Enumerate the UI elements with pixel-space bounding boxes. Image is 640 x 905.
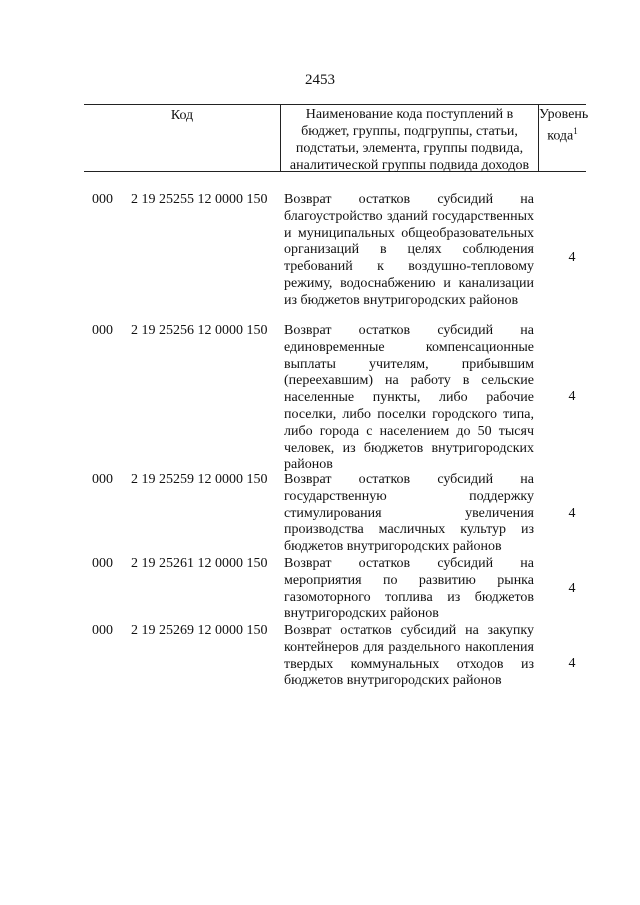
income-name: Возврат остатков субсидий на мероприятия по развитию рынка газомоторного топлива из бюджетов внутригородских районов xyxy=(284,556,534,622)
admin-code: 000 xyxy=(92,623,113,638)
page-number: 2453 xyxy=(305,72,335,88)
code-level: 4 xyxy=(568,389,576,404)
income-name: Возврат остатков субсидий на государственную поддержку стимулирования увеличения производства масличных культур из бюджетов внутригородских районов xyxy=(284,472,534,555)
income-name: Возврат остатков субсидий на единовременные компенсационные выплаты учителям, прибывшим (переехавшим) на работу в сельские населенные пункты, либо рабочие поселки, либо поселки городского типа, либо города с населением до 50 тысяч человек, из бюджетов внутригородских районов xyxy=(284,323,534,473)
admin-code: 000 xyxy=(92,472,113,487)
header-level xyxy=(539,106,589,145)
income-name: Возврат остатков субсидий на благоустройство зданий государственных и муниципальных общеобразовательных организаций в целях соблюдения требований к воздушно-тепловому режиму, водоснабжению и канализации из бюджетов внутригородских районов xyxy=(284,192,534,308)
income-name: Возврат остатков субсидий на закупку контейнеров для раздельного накопления твердых коммунальных отходов из бюджетов внутригородских районов xyxy=(284,623,534,689)
header-code: Код xyxy=(170,108,194,123)
header-level-footnote: 1 xyxy=(573,126,578,136)
income-code: 2 19 25259 12 0000 150 xyxy=(131,472,268,487)
code-level: 4 xyxy=(568,656,576,671)
admin-code: 000 xyxy=(92,556,113,571)
header-level-label: Уровень кода xyxy=(539,107,589,144)
income-code: 2 19 25269 12 0000 150 xyxy=(131,623,268,638)
code-level: 4 xyxy=(568,506,576,521)
admin-code: 000 xyxy=(92,192,113,207)
income-code: 2 19 25261 12 0000 150 xyxy=(131,556,268,571)
admin-code: 000 xyxy=(92,323,113,338)
code-level: 4 xyxy=(568,250,576,265)
table-header xyxy=(84,104,589,173)
income-code: 2 19 25255 12 0000 150 xyxy=(131,192,268,207)
code-level: 4 xyxy=(568,581,576,596)
income-code: 2 19 25256 12 0000 150 xyxy=(131,323,268,338)
header-name: Наименование кода поступлений в бюджет, группы, подгруппы, статьи, подстатьи, элемента, группы подвида, аналитической группы подвида доходов xyxy=(289,107,530,173)
